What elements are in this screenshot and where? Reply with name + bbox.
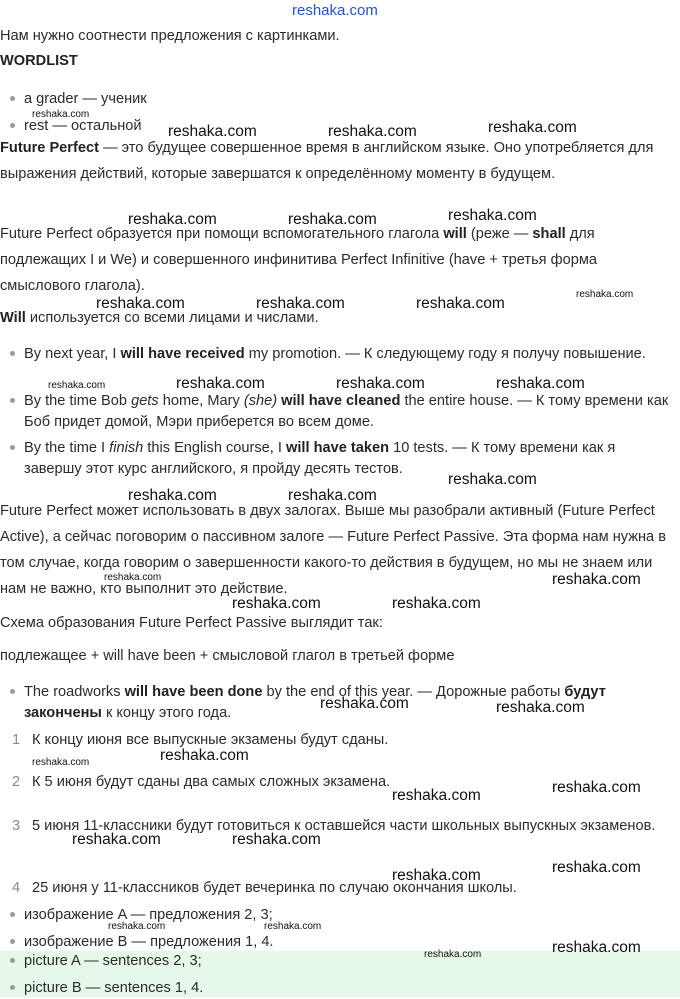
passive-formula: подлежащее + will have been + смысловой глагол в третьей форме <box>0 648 455 664</box>
watermark: reshaka.com <box>128 211 217 228</box>
wordlist-item: rest — остальной <box>10 116 676 137</box>
site-header-link[interactable]: reshaka.com <box>292 2 378 19</box>
watermark: reshaka.com <box>496 699 585 716</box>
bullet-icon <box>10 689 15 694</box>
watermark: reshaka.com <box>552 859 641 876</box>
answer-item: изображение A — предложения 2, 3; <box>10 905 676 926</box>
example-item: By the time Bob gets home, Mary (she) will have cleaned the entire house. — К тому времени как Боб придет домой, Мэри приберется во всем доме. <box>10 391 676 433</box>
watermark: reshaka.com <box>416 295 505 312</box>
paragraph-future-perfect-definition: Future Perfect — это будущее совершенное время в английском языке. Оно употребляется для выражения действий, которые завершатся к определённому моменту в будущем. <box>0 140 654 182</box>
bullet-icon <box>10 939 15 944</box>
answer-item: изображение B — предложения 1, 4. <box>10 932 676 953</box>
example-item: By next year, I will have received my promotion. — К следующему году я получу повышение. <box>10 344 676 365</box>
bullet-icon <box>10 445 15 450</box>
watermark: reshaka.com <box>108 921 166 932</box>
paragraph-will-usage: Will используется со всеми лицами и числами. <box>0 310 319 326</box>
paragraph-passive-voice: Future Perfect может использовать в двух залогах. Выше мы разобрали активный (Future Perfect Active), а сейчас поговорим о пассивном залоге — Future Perfect Passive. Эта форма нам нужна в том случае, когда говорим о завершенности какого-то действия в будущем, но мы не знаем или нам не важно, кто выполнит это действие. <box>0 503 666 597</box>
watermark: reshaka.com <box>32 757 90 768</box>
bullet-icon <box>10 351 15 356</box>
watermark: reshaka.com <box>392 595 481 612</box>
watermark: reshaka.com <box>288 211 377 228</box>
paragraph-formation: Future Perfect образуется при помощи вспомогательного глагола will (реже — shall для подлежащих I и We) и совершенного инфинитива Perfect Infinitive (have + третья форма смыслового глагола). <box>0 226 598 294</box>
intro-text: Нам нужно соотнести предложения с картинками. <box>0 28 340 44</box>
watermark: reshaka.com <box>392 787 481 804</box>
watermark: reshaka.com <box>488 119 577 136</box>
numbered-sentence: 3 5 июня 11-классники будут готовиться к оставшейся части школьных выпускных экзаменов. <box>12 818 656 834</box>
wordlist-item: a grader — ученик <box>10 89 676 110</box>
watermark: reshaka.com <box>168 123 257 140</box>
watermark: reshaka.com <box>232 595 321 612</box>
watermark: reshaka.com <box>104 572 162 583</box>
watermark: reshaka.com <box>552 939 641 956</box>
bullet-icon <box>10 985 15 990</box>
numbered-sentence: 4 25 июня у 11-классников будет вечеринка по случаю окончания школы. <box>12 880 517 896</box>
watermark: reshaka.com <box>32 109 90 120</box>
watermark: reshaka.com <box>48 380 106 391</box>
watermark: reshaka.com <box>576 289 634 300</box>
watermark: reshaka.com <box>160 747 249 764</box>
answer-item: picture B — sentences 1, 4. <box>10 978 676 999</box>
watermark: reshaka.com <box>424 949 482 960</box>
watermark: reshaka.com <box>552 571 641 588</box>
watermark: reshaka.com <box>448 471 537 488</box>
answer-item: picture A — sentences 2, 3; <box>10 951 676 972</box>
watermark: reshaka.com <box>448 207 537 224</box>
watermark: reshaka.com <box>496 375 585 392</box>
watermark: reshaka.com <box>552 779 641 796</box>
watermark: reshaka.com <box>264 921 322 932</box>
bullet-icon <box>10 958 15 963</box>
watermark: reshaka.com <box>128 487 217 504</box>
paragraph-passive-scheme-intro: Схема образования Future Perfect Passive выглядит так: <box>0 615 383 631</box>
watermark: reshaka.com <box>232 831 321 848</box>
example-item: The roadworks will have been done by the end of this year. — Дорожные работы будут закончены к концу этого года. <box>10 682 676 724</box>
example-item: By the time I finish this English course, I will have taken 10 tests. — К тому времени как я завершу этот курс английского, я пройду десять тестов. <box>10 438 676 480</box>
watermark: reshaka.com <box>256 295 345 312</box>
bullet-icon <box>10 96 15 101</box>
numbered-sentence: 2 К 5 июня будут сданы два самых сложных экзамена. <box>12 774 391 790</box>
bullet-icon <box>10 398 15 403</box>
watermark: reshaka.com <box>96 295 185 312</box>
watermark: reshaka.com <box>320 695 409 712</box>
watermark: reshaka.com <box>176 375 265 392</box>
numbered-sentence: 1 К концу июня все выпускные экзамены будут сданы. <box>12 732 389 748</box>
watermark: reshaka.com <box>328 123 417 140</box>
wordlist-heading: WORDLIST <box>0 53 78 69</box>
watermark: reshaka.com <box>336 375 425 392</box>
watermark: reshaka.com <box>288 487 377 504</box>
watermark: reshaka.com <box>392 867 481 884</box>
bullet-icon <box>10 123 15 128</box>
watermark: reshaka.com <box>72 831 161 848</box>
bullet-icon <box>10 912 15 917</box>
